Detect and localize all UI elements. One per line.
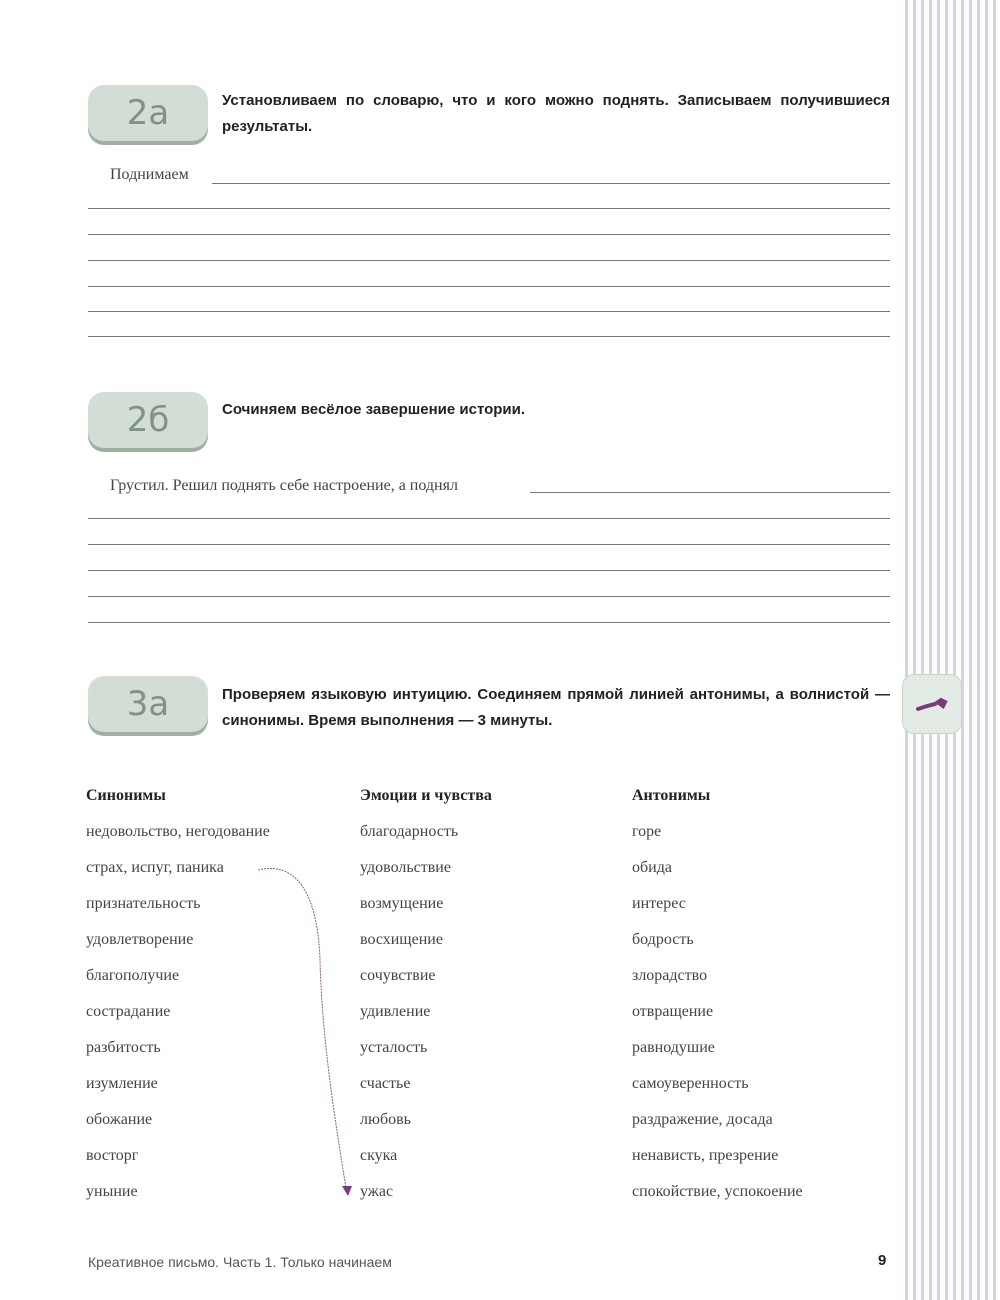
page-number: 9 <box>878 1252 887 1269</box>
wavy-line-icon <box>915 694 949 714</box>
answer-line <box>212 183 890 184</box>
word: сочувствие <box>360 967 436 984</box>
word: уныние <box>86 1183 138 1200</box>
word: признательность <box>86 895 201 912</box>
task-text-3a: Проверяем языковую интуицию. Соединяем прямой линией антонимы, а волнистой — синонимы. Время выполнения — 3 минуты. <box>222 686 890 729</box>
emotions-column <box>360 784 492 1216</box>
prompt-2b: Грустил. Решил поднять себе настроение, а поднял <box>110 477 462 495</box>
word: недовольство, негодование <box>86 823 270 840</box>
word: равнодушие <box>632 1039 715 1056</box>
answer-line <box>88 596 890 597</box>
word: благодарность <box>360 823 459 840</box>
answer-line <box>88 622 890 623</box>
word: любовь <box>360 1111 411 1128</box>
word: сострадание <box>86 1003 171 1020</box>
word: разбитость <box>86 1039 161 1056</box>
word: ужас <box>360 1183 394 1200</box>
word: скука <box>360 1147 398 1164</box>
word: самоуверенность <box>632 1075 749 1092</box>
word: обожание <box>86 1111 153 1128</box>
task-badge-3a: 3а <box>88 676 208 732</box>
answer-line <box>88 336 890 337</box>
column-header: Синонимы <box>86 787 166 804</box>
answer-line <box>88 234 890 235</box>
synonyms-column <box>86 784 270 1216</box>
word: бодрость <box>632 931 694 948</box>
word: удовлетворение <box>86 931 194 948</box>
answer-line <box>88 570 890 571</box>
column-header: Эмоции и чувства <box>360 787 492 804</box>
word: усталость <box>360 1039 428 1056</box>
word: восторг <box>86 1147 139 1164</box>
word: обида <box>632 859 672 876</box>
word: злорадство <box>632 967 708 984</box>
word: удивление <box>360 1003 431 1020</box>
footer-title: Креативное письмо. Часть 1. Только начинаем <box>88 1254 392 1270</box>
word: страх, испуг, паника <box>86 859 224 876</box>
task-text-2b: Сочиняем весёлое завершение истории. <box>222 401 526 418</box>
answer-line <box>88 260 890 261</box>
word: отвращение <box>632 1003 714 1020</box>
side-tab <box>902 674 962 734</box>
answer-line <box>88 311 890 312</box>
word: ненависть, презрение <box>632 1147 779 1164</box>
prompt-2a: Поднимаем <box>110 166 193 184</box>
word: счастье <box>360 1075 411 1092</box>
antonyms-column <box>632 784 803 1216</box>
task-text-2a: Установливаем по словарю, что и кого можно поднять. Записываем получившиеся результаты. <box>222 92 890 135</box>
word: возмущение <box>360 895 444 912</box>
word: спокойствие, успокоение <box>632 1183 803 1200</box>
column-header: Антонимы <box>632 787 711 804</box>
answer-line <box>88 544 890 545</box>
word: интерес <box>632 895 686 912</box>
word: благополучие <box>86 967 180 984</box>
word: раздражение, досада <box>632 1111 773 1128</box>
word: горе <box>632 823 662 840</box>
side-stripes <box>900 0 1000 1300</box>
answer-line <box>530 492 890 493</box>
answer-line <box>88 286 890 287</box>
word: восхищение <box>360 931 443 948</box>
word: удовольствие <box>360 859 451 876</box>
task-badge-2b: 2б <box>88 392 208 448</box>
answer-line <box>88 518 890 519</box>
task-badge-2a: 2а <box>88 85 208 141</box>
word: изумление <box>86 1075 158 1092</box>
answer-line <box>88 208 890 209</box>
